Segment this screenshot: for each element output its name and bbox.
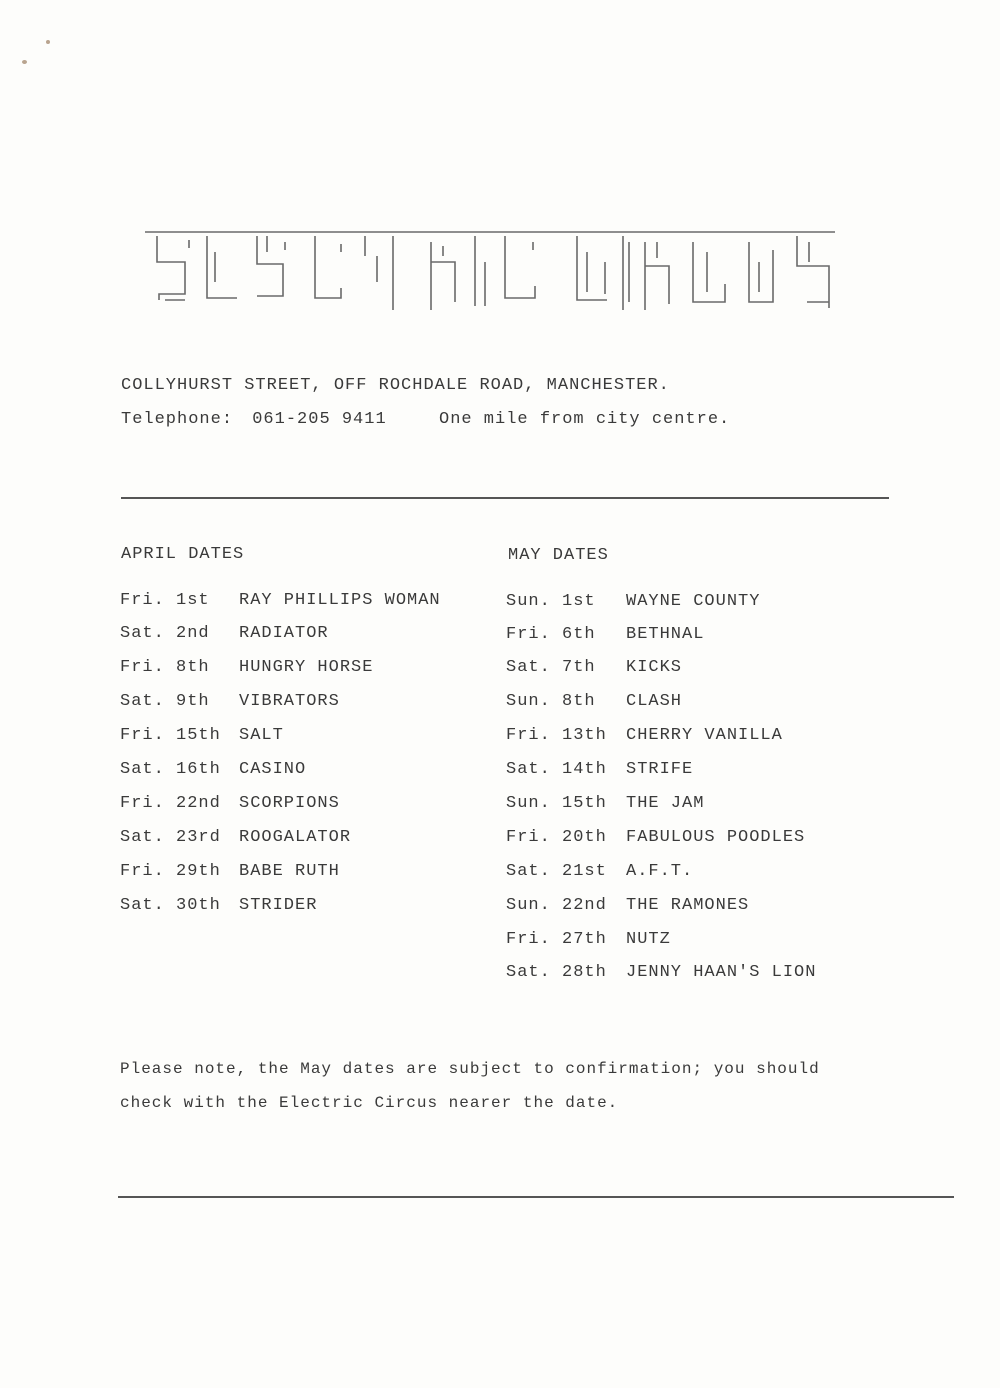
venue-address: COLLYHURST STREET, OFF ROCHDALE ROAD, MANCHESTER. [121,376,670,395]
listing-band: CLASH [626,692,683,711]
listing-band: CHERRY VANILLA [626,726,783,745]
listing-band: A.F.T. [626,862,694,881]
distance-note: One mile from city centre. [439,410,731,429]
listing-date: Sat. 14th [506,760,607,779]
listing-date: Fri. 13th [506,726,607,745]
listing-band: STRIFE [626,760,694,779]
listing-date: Sat. 21st [506,862,607,881]
listing-date: Sat. 7th [506,658,596,677]
top-divider [121,497,889,499]
listing-band: CASINO [239,760,307,779]
listing-date: Sat. 9th [120,692,210,711]
listing-date: Fri. 15th [120,726,221,745]
listing-date: Sun. 8th [506,692,596,711]
listing-band: FABULOUS POODLES [626,828,806,847]
listing-band: RADIATOR [239,624,329,643]
listing-date: Sun. 15th [506,794,607,813]
listing-date: Fri. 20th [506,828,607,847]
listing-date: Fri. 8th [120,658,210,677]
listing-band: WAYNE COUNTY [626,592,761,611]
listing-band: BETHNAL [626,625,705,644]
listing-band: BABE RUTH [239,862,340,881]
listing-band: SCORPIONS [239,794,340,813]
listing-date: Fri. 22nd [120,794,221,813]
contact-row [121,410,731,429]
listing-date: Fri. 1st [120,591,210,610]
listing-date: Sun. 22nd [506,896,607,915]
listing-band: SALT [239,726,284,745]
logo-graphic [145,222,840,327]
listing-date: Fri. 27th [506,930,607,949]
listing-date: Sat. 30th [120,896,221,915]
note-line: check with the Electric Circus nearer the date. [120,1094,619,1112]
listing-band: ROOGALATOR [239,828,352,847]
listing-date: Sat. 2nd [120,624,210,643]
listing-band: HUNGRY HORSE [239,658,374,677]
note-line: Please note, the May dates are subject to confirmation; you should [120,1060,820,1078]
listing-band: THE RAMONES [626,896,750,915]
april-heading: APRIL DATES [121,545,245,564]
listing-date: Fri. 6th [506,625,596,644]
listing-date: Sat. 23rd [120,828,221,847]
confirmation-note [120,1052,820,1120]
may-heading: MAY DATES [508,546,609,565]
listing-date: Sat. 28th [506,963,607,982]
electric-circus-logo [145,222,840,327]
listing-band: NUTZ [626,930,671,949]
listing-date: Sun. 1st [506,592,596,611]
listing-band: THE JAM [626,794,705,813]
listing-band: JENNY HAAN'S LION [626,963,817,982]
listing-date: Fri. 29th [120,862,221,881]
listing-band: STRIDER [239,896,318,915]
listing-band: RAY PHILLIPS WOMAN [239,591,441,610]
telephone-label: Telephone: [121,410,234,429]
paper-smudge [46,40,50,44]
bottom-divider [118,1196,954,1198]
paper-smudge [22,60,27,64]
listing-band: KICKS [626,658,683,677]
telephone-number: 061-205 9411 [252,410,387,429]
listing-band: VIBRATORS [239,692,340,711]
listing-date: Sat. 16th [120,760,221,779]
